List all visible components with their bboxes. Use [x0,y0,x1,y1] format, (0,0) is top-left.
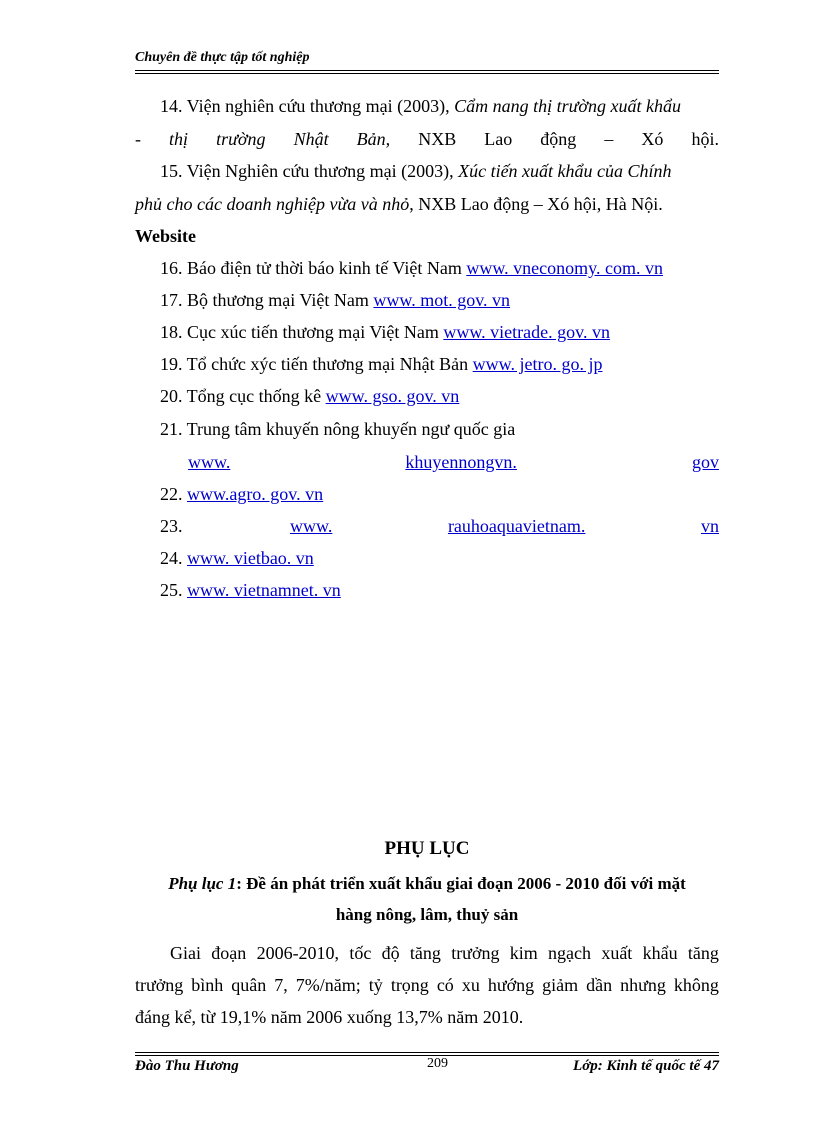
appendix-paragraph-line2: trưởng bình quân 7, 7%/năm; tỷ trọng có xu hướng giảm dần nhưng không [135,975,719,995]
web-16: 16. Báo điện tử thời báo kinh tế Việt Nam www. vneconomy. com. vn [160,258,663,278]
appendix-title: PHỤ LỤC [384,838,470,859]
appendix-subtitle-2: hàng nông, lâm, thuỷ sản [335,905,519,924]
ref-14: 14. Viện nghiên cứu thương mại (2003), Cẩm nang thị trường xuất khẩu [160,96,681,116]
website-heading: Website [135,226,196,246]
link-jetro[interactable]: www. jetro. go. jp [472,354,603,374]
web-23: 23. [160,516,183,536]
page-header: Chuyên đề thực tập tốt nghiệp [135,50,310,65]
appendix-paragraph-line1: Giai đoạn 2006-2010, tốc độ tăng trưởng kim ngạch xuất khẩu tăng [170,943,719,963]
link-vietrade[interactable]: www. vietrade. gov. vn [443,322,610,342]
header-rule-thin [135,73,719,74]
web-19: 19. Tổ chức xýc tiến thương mại Nhật Bản www. jetro. go. jp [160,354,603,374]
ref-15-line2: phủ cho các doanh nghiệp vừa và nhỏ, NXB Lao động – Xó hội, Hà Nội. [135,194,663,214]
footer-author: Đào Thu Hương [135,1058,239,1074]
link-vietbao[interactable]: www. vietbao. vn [187,548,314,568]
web-21: 21. Trung tâm khuyến nông khuyến ngư quốc gia [160,419,516,439]
link-agro[interactable]: www.agro. gov. vn [187,484,324,504]
appendix-paragraph-line3: đáng kể, từ 19,1% năm 2006 xuống 13,7% năm 2010. [135,1007,524,1027]
footer-class: Lớp: Kinh tế quốc tế 47 [573,1058,719,1074]
web-20: 20. Tổng cục thống kê www. gso. gov. vn [160,386,460,406]
appendix-subtitle: Phụ lục 1: Đề án phát triển xuất khẩu giai đoạn 2006 - 2010 đối với mặt [168,874,686,893]
link-vneconomy[interactable]: www. vneconomy. com. vn [466,258,663,278]
web-25: 25. www. vietnamnet. vn [160,580,341,600]
page-number: 209 [427,1056,448,1071]
footer-rule-thin [135,1052,719,1053]
link-rauhoaqua[interactable]: www. rauhoaquavietnam. vn [290,516,719,536]
web-17: 17. Bộ thương mại Việt Nam www. mot. gov. vn [160,290,511,310]
link-mot[interactable]: www. mot. gov. vn [373,290,511,310]
ref-15: 15. Viện Nghiên cứu thương mại (2003), Xúc tiến xuất khẩu của Chính [160,161,672,181]
web-18: 18. Cục xúc tiến thương mại Việt Nam www. vietrade. gov. vn [160,322,610,342]
web-24: 24. www. vietbao. vn [160,548,314,568]
link-vietnamnet[interactable]: www. vietnamnet. vn [187,580,341,600]
link-gso[interactable]: www. gso. gov. vn [325,386,460,406]
web-22: 22. www.agro. gov. vn [160,484,324,504]
header-rule [135,70,719,71]
link-khuyennong[interactable]: www. khuyennongvn. gov [188,452,719,472]
ref-14-line2: - thị trường Nhật Bản, NXB Lao động – Xó hội. [135,129,719,149]
